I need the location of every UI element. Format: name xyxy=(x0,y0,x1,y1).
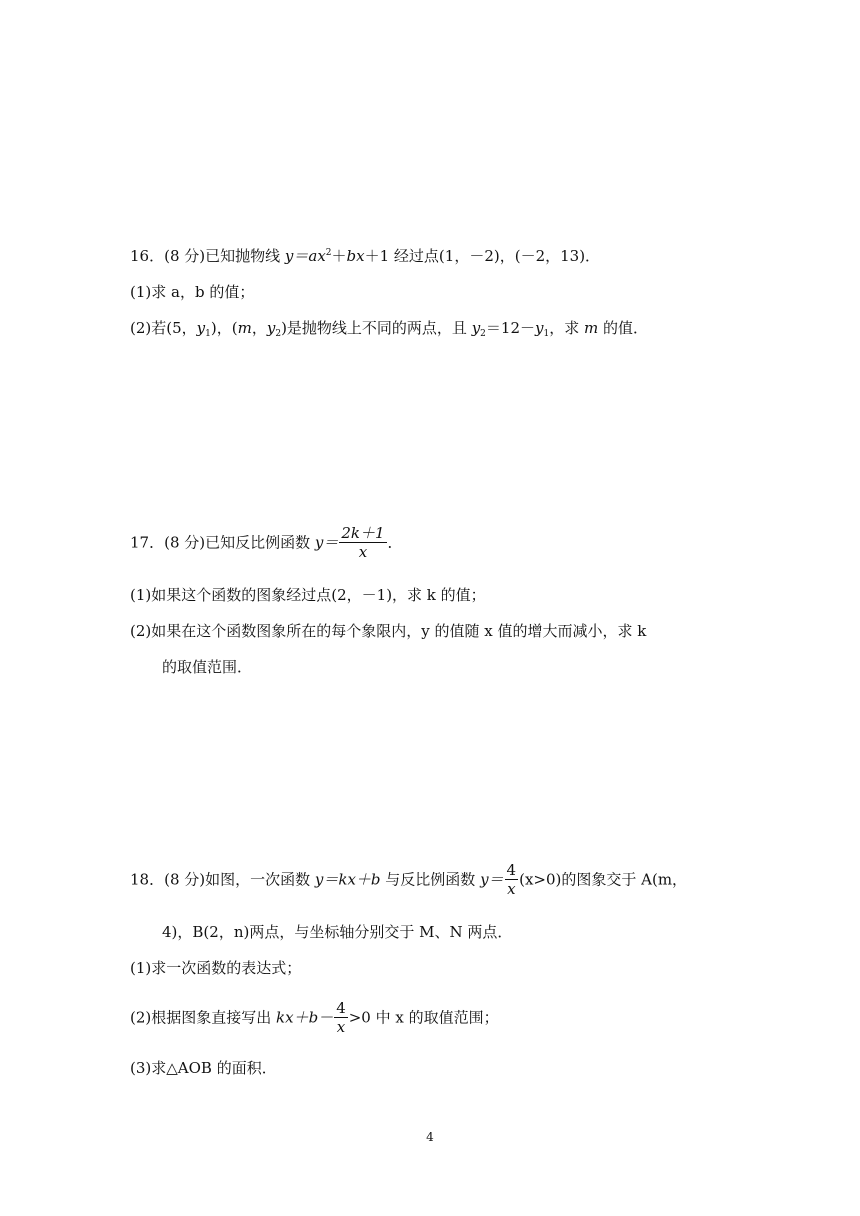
q18-stem-cont: 4)，B(2，n)两点，与坐标轴分别交于 M、N 两点． xyxy=(162,923,513,941)
q16-part1: (1)求 a，b 的值； xyxy=(130,283,255,301)
q16-part2: (2)若(5，$y_1$)，(m，$y_2$)是抛物线上不同的两点，且 $y_2=12-y_1$，求 m 的值． xyxy=(130,319,649,339)
q17-part2-cont: 的取值范围． xyxy=(162,658,253,676)
q18-fraction: $\frac{4}{x}$ xyxy=(506,861,517,898)
q16-stem: 16．(8 分)已知抛物线 $y=ax^2+bx+1$ 经过点(1，－2)，(－2，13)． xyxy=(130,247,601,265)
q17-part1: (1)如果这个函数的图象经过点(2，－1)，求 k 的值； xyxy=(130,586,486,604)
q18-stem: 18．(8 分)如图，一次函数 y＝kx＋b 与反比例函数 y＝ $\frac{4}{x}$ (x>0)的图象交于 A(m， xyxy=(130,861,688,898)
page-number: 4 xyxy=(426,1130,434,1144)
q18-part2-fraction: $\frac{4}{x}$ xyxy=(336,999,346,1036)
q17-stem: 17．(8 分)已知反比例函数 y＝ $\frac{2k+1}{x}$ ． xyxy=(130,524,403,561)
q18-part3: (3)求△AOB 的面积． xyxy=(130,1059,277,1077)
q18-part1: (1)求一次函数的表达式； xyxy=(130,959,302,977)
q17-fraction: $\frac{2k+1}{x}$ xyxy=(341,524,385,561)
q18-part2: (2)根据图象直接写出 kx＋b－ $\frac{4}{x}$ >0 中 x 的取值范围； xyxy=(130,999,499,1036)
q17-part2: (2)如果在这个函数图象所在的每个象限内，y 的值随 x 值的增大而减小，求 k xyxy=(130,622,647,640)
